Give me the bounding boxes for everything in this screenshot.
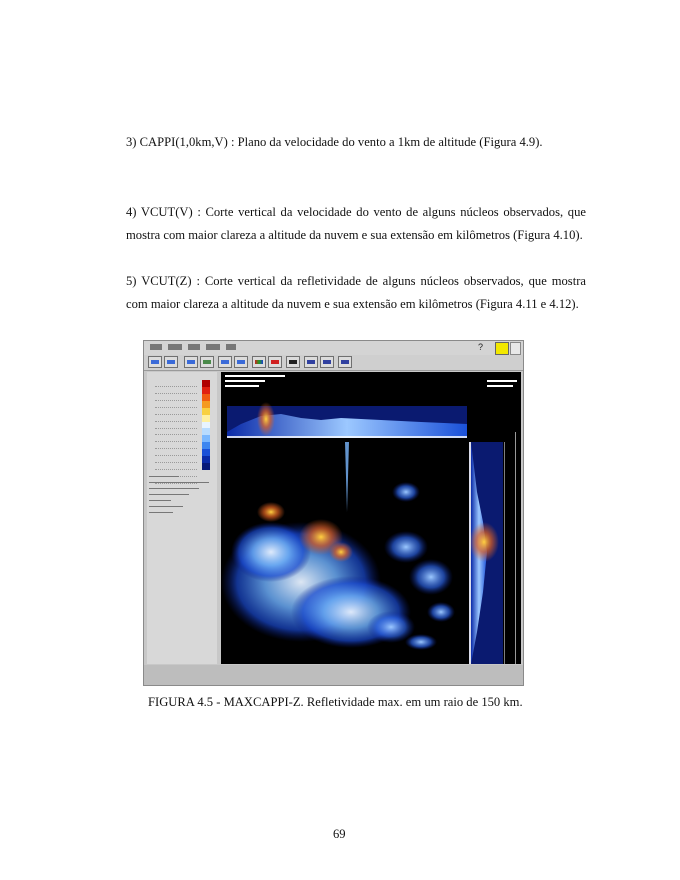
palette-swatch — [202, 401, 210, 408]
palette-swatch — [202, 408, 210, 415]
reflectivity-legend-panel — [147, 372, 217, 664]
paragraph-cappi: 3) CAPPI(1,0km,V) : Plano da velocidade do vento a 1km de altitude (Figura 4.9). — [126, 135, 543, 149]
radar-software-screenshot — [143, 340, 524, 686]
toolbar-button[interactable] — [268, 356, 282, 368]
menu-bar — [144, 341, 523, 355]
palette-swatch — [202, 442, 210, 449]
menu-item[interactable] — [150, 344, 162, 350]
radar-image — [221, 372, 521, 664]
legend-scale-labels — [155, 380, 197, 485]
toolbar-button[interactable] — [218, 356, 232, 368]
paragraph-vcut-z: 5) VCUT(Z) : Corte vertical da refletividade de alguns núcleos observados, que mostra com maior clareza a altitude da nuvem e sua extensão em kilômetros (Figura 4.11 e 4.12). — [126, 274, 586, 311]
palette-swatch — [202, 394, 210, 401]
maxcappi-radar-display[interactable] — [221, 372, 521, 664]
toolbar-button[interactable] — [200, 356, 214, 368]
toolbar-button[interactable] — [164, 356, 178, 368]
scan-info-box — [149, 476, 215, 538]
help-icon[interactable]: ? — [478, 342, 484, 352]
reflectivity-color-bar — [202, 380, 210, 470]
menu-item[interactable] — [226, 344, 236, 350]
toolbar-button[interactable] — [320, 356, 334, 368]
paragraph-vcut-v: 4) VCUT(V) : Corte vertical da velocidade do vento de alguns núcleos observados, que mostra com maior clareza a altitude da nuvem e sua extensão em kilômetros (Figura 4.10). — [126, 205, 586, 242]
figure-caption: FIGURA 4.5 - MAXCAPPI-Z. Refletividade max. em um raio de 150 km. — [148, 695, 523, 709]
toolbar — [144, 355, 523, 371]
palette-swatch — [202, 456, 210, 463]
palette-swatch — [202, 463, 210, 470]
menu-item[interactable] — [168, 344, 182, 350]
toolbar-button[interactable] — [234, 356, 248, 368]
toolbar-button[interactable] — [338, 356, 352, 368]
toolbar-button[interactable] — [304, 356, 318, 368]
page-number: 69 — [333, 827, 346, 841]
palette-swatch — [202, 380, 210, 387]
toolbar-button[interactable] — [286, 356, 300, 368]
top-cross-section — [227, 402, 467, 438]
toolbar-button[interactable] — [252, 356, 266, 368]
window-control-button[interactable] — [510, 342, 521, 355]
palette-swatch — [202, 449, 210, 456]
palette-swatch — [202, 387, 210, 394]
palette-swatch — [202, 428, 210, 435]
menu-item[interactable] — [188, 344, 200, 350]
palette-swatch — [202, 422, 210, 429]
right-cross-section — [469, 432, 516, 664]
radar-header-text — [225, 375, 517, 387]
menu-item[interactable] — [206, 344, 220, 350]
palette-swatch — [202, 435, 210, 442]
toolbar-button[interactable] — [184, 356, 198, 368]
radar-echo-field — [221, 442, 455, 650]
palette-swatch — [202, 415, 210, 422]
toolbar-button[interactable] — [148, 356, 162, 368]
status-bar — [144, 665, 523, 685]
status-indicator — [495, 342, 509, 355]
